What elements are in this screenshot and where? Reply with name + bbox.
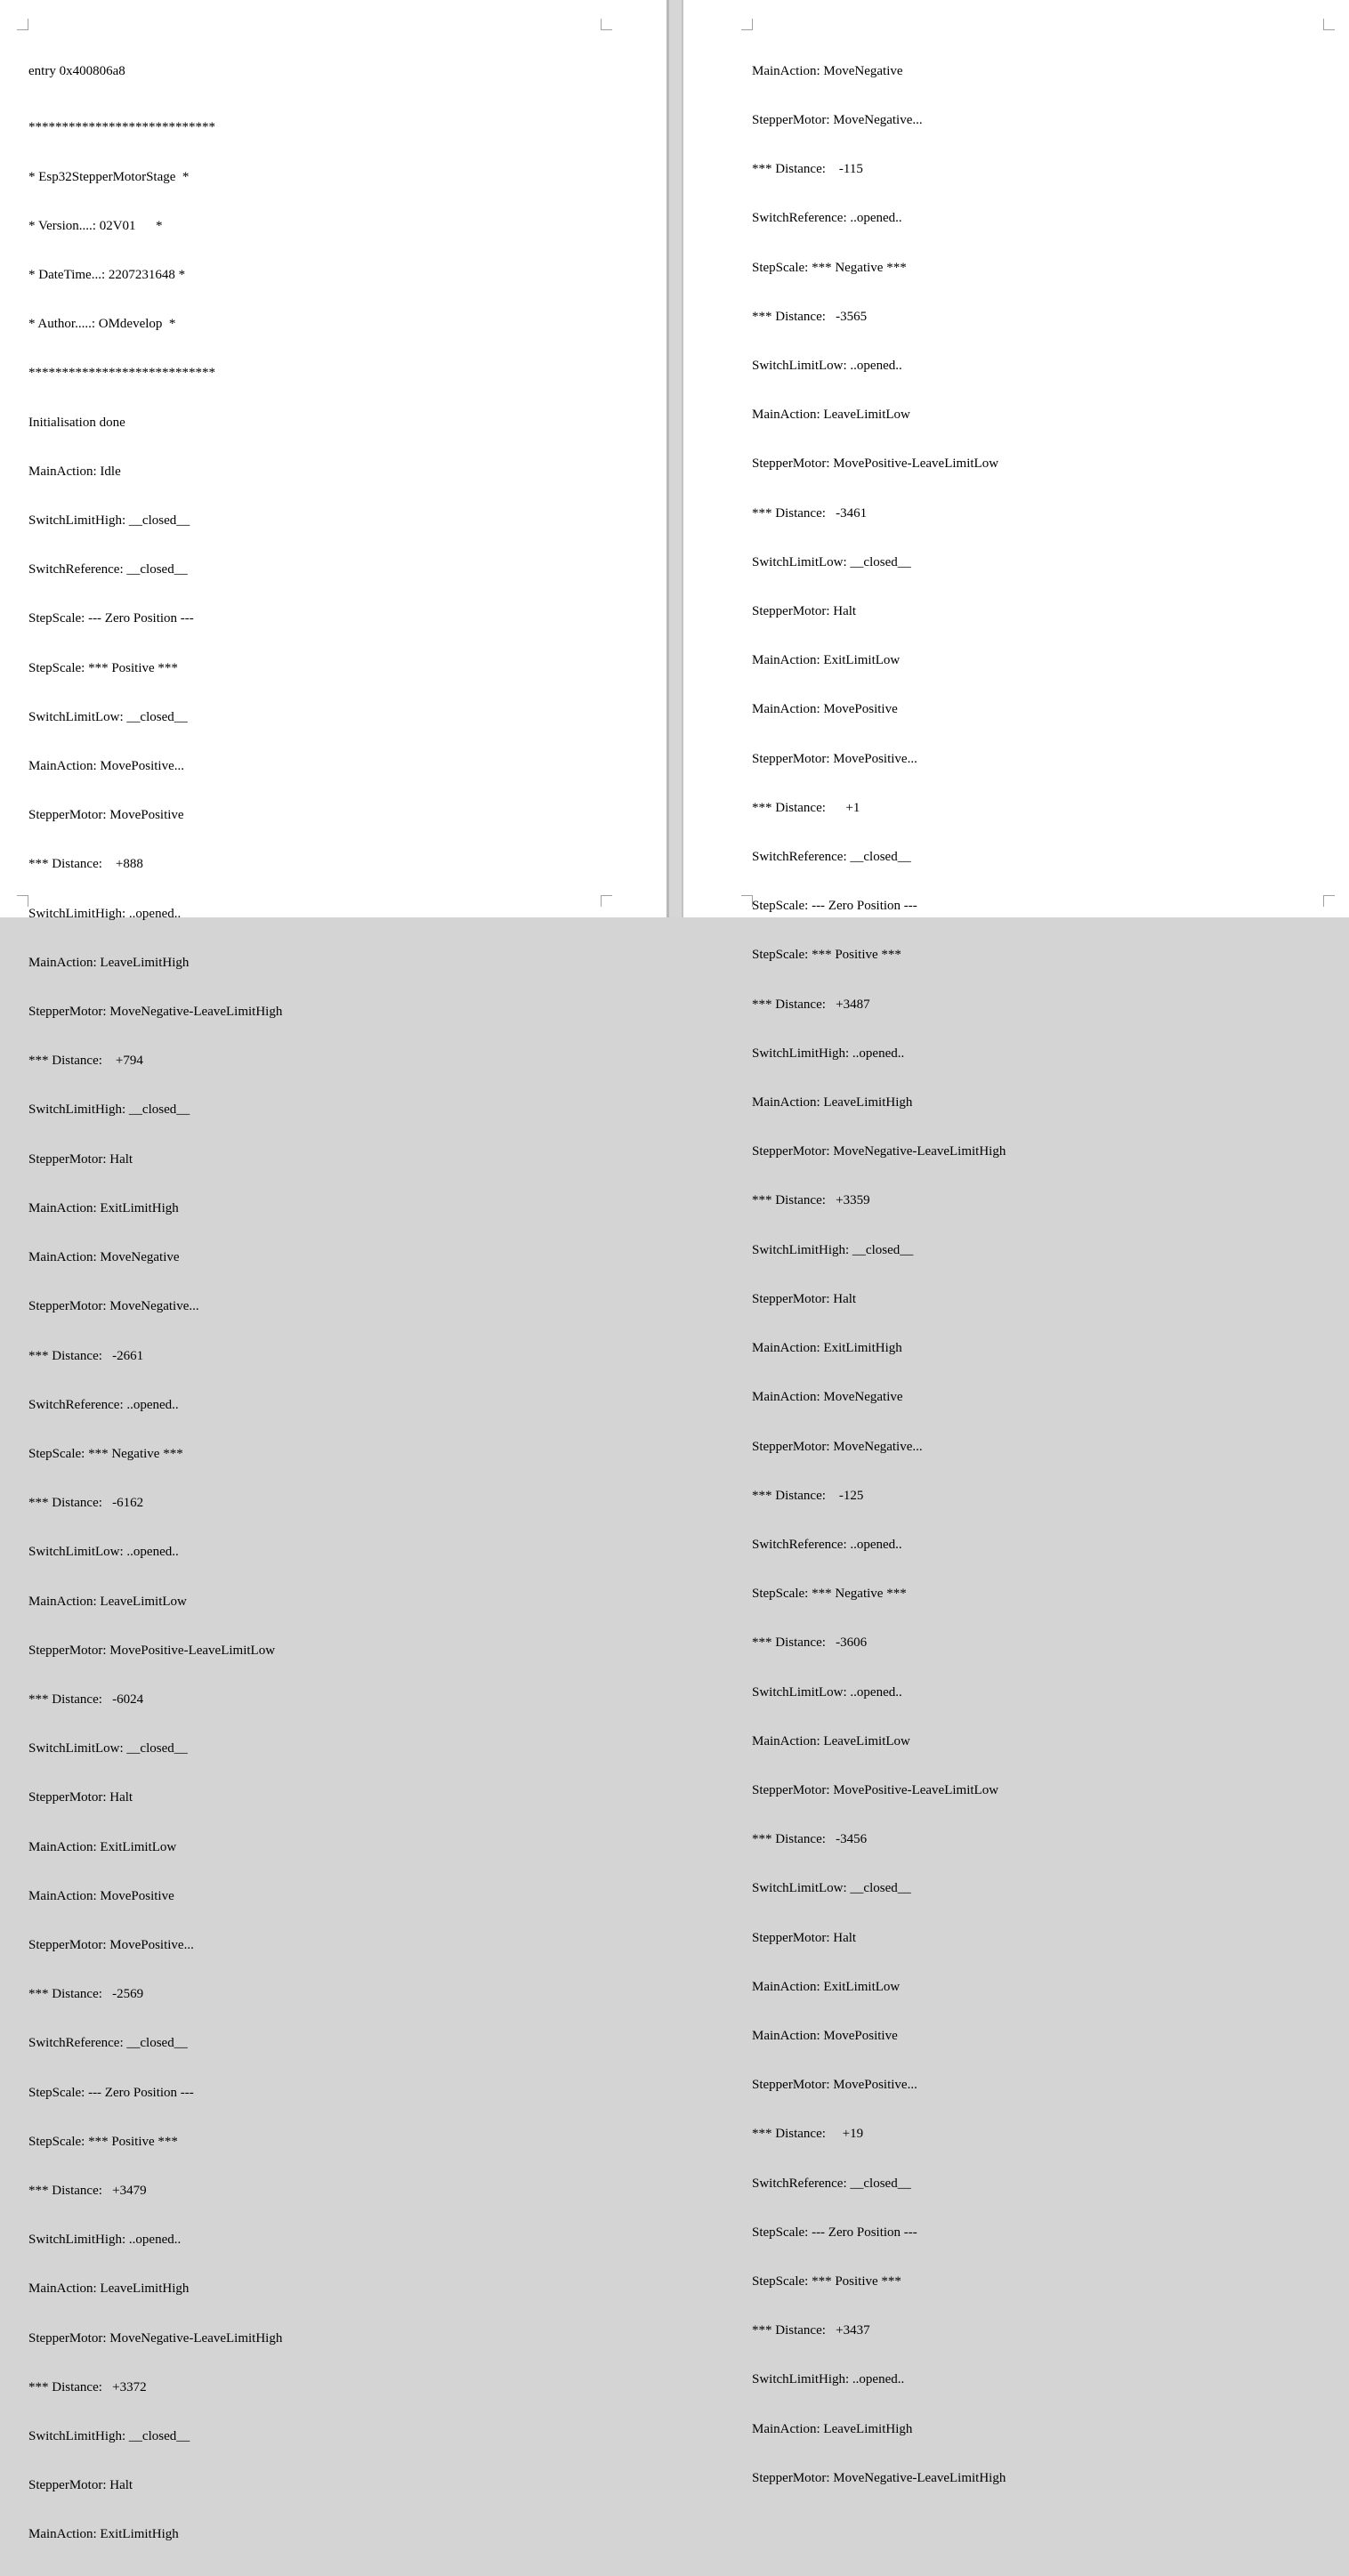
text-line: StepperMotor: MoveNegative-LeaveLimitHigh bbox=[28, 1005, 283, 1020]
text-line: StepScale: *** Positive *** bbox=[752, 948, 901, 963]
text-line: entry 0x400806a8 bbox=[28, 63, 125, 78]
text-line: StepperMotor: Halt bbox=[28, 1151, 133, 1167]
text-line: MainAction: LeaveLimitLow bbox=[752, 408, 910, 423]
text-line: SwitchLimitHigh: __closed__ bbox=[28, 2428, 190, 2443]
text-line: StepScale: *** Negative *** bbox=[752, 260, 907, 275]
text-line: StepperMotor: Halt bbox=[752, 1930, 857, 1945]
text-line: **************************** bbox=[28, 366, 215, 381]
text-line: StepperMotor: MovePositive bbox=[28, 808, 184, 823]
text-line: *** Distance: -6162 bbox=[28, 1496, 144, 1511]
text-line: *** Distance: -6024 bbox=[28, 1692, 144, 1707]
text-line: SwitchLimitLow: __closed__ bbox=[28, 1741, 188, 1756]
text-line: *** Distance: -3606 bbox=[752, 1635, 868, 1651]
margin-corner-top-right bbox=[601, 19, 612, 30]
text-line: *** Distance: -3456 bbox=[752, 1832, 868, 1847]
text-line: SwitchLimitLow: ..opened.. bbox=[28, 1545, 179, 1560]
text-line: StepperMotor: MovePositive... bbox=[752, 2078, 917, 2093]
text-line: *** Distance: -2569 bbox=[28, 1987, 144, 2002]
text-line: *** Distance: -2661 bbox=[28, 1348, 144, 1363]
text-line: MainAction: LeaveLimitLow bbox=[752, 1733, 910, 1748]
text-line: * Author.....: OMdevelop * bbox=[28, 317, 176, 332]
text-line: *** Distance: -115 bbox=[752, 162, 863, 177]
text-line: StepperMotor: MoveNegative... bbox=[752, 113, 923, 128]
text-line: SwitchLimitLow: ..opened.. bbox=[752, 359, 902, 374]
text-line: SwitchLimitHigh: __closed__ bbox=[28, 513, 190, 529]
text-line: StepperMotor: Halt bbox=[752, 1291, 857, 1306]
text-line: * DateTime...: 2207231648 * bbox=[28, 268, 186, 283]
margin-corner-bottom-right bbox=[1323, 895, 1335, 907]
text-line: SwitchLimitHigh: ..opened.. bbox=[28, 906, 182, 921]
text-line: MainAction: ExitLimitLow bbox=[752, 653, 901, 668]
text-line: StepperMotor: MovePositive-LeaveLimitLow bbox=[28, 1643, 276, 1658]
text-line: SwitchLimitHigh: ..opened.. bbox=[752, 2372, 905, 2387]
text-line: MainAction: MovePositive bbox=[28, 1888, 174, 1903]
text-line: StepScale: --- Zero Position --- bbox=[28, 2085, 194, 2100]
text-line: SwitchLimitLow: __closed__ bbox=[752, 554, 911, 569]
text-line: StepScale: --- Zero Position --- bbox=[28, 611, 194, 626]
text-line: StepperMotor: MoveNegative-LeaveLimitHigh bbox=[752, 2470, 1006, 2485]
margin-corner-bottom-left bbox=[17, 895, 28, 907]
margin-corner-top-left bbox=[17, 19, 28, 30]
text-line: StepperMotor: MovePositive-LeaveLimitLow bbox=[752, 456, 999, 472]
text-line: MainAction: LeaveLimitHigh bbox=[752, 2421, 913, 2436]
document-page-2[interactable] bbox=[683, 0, 1349, 2485]
text-line: StepperMotor: MoveNegative... bbox=[752, 1439, 923, 1454]
text-line: SwitchReference: __closed__ bbox=[752, 850, 911, 865]
text-line: SwitchLimitLow: __closed__ bbox=[752, 1881, 911, 1896]
text-line: *** Distance: -3461 bbox=[752, 505, 868, 521]
text-line: SwitchReference: __closed__ bbox=[752, 2176, 911, 2191]
text-line: MainAction: MovePositive... bbox=[28, 759, 184, 774]
text-line: StepScale: --- Zero Position --- bbox=[752, 2225, 917, 2240]
text-line: StepperMotor: MoveNegative-LeaveLimitHigh bbox=[28, 2330, 283, 2346]
text-line: SwitchLimitHigh: ..opened.. bbox=[752, 1046, 905, 1061]
text-line: SwitchLimitHigh: __closed__ bbox=[28, 1102, 190, 1118]
text-line: *** Distance: +3372 bbox=[28, 2379, 147, 2394]
text-line: StepScale: --- Zero Position --- bbox=[752, 899, 917, 914]
text-line: SwitchLimitLow: ..opened.. bbox=[752, 1684, 902, 1700]
text-line: SwitchLimitLow: __closed__ bbox=[28, 709, 188, 724]
text-line: MainAction: LeaveLimitHigh bbox=[28, 955, 190, 970]
text-line: *** Distance: +19 bbox=[752, 2127, 864, 2142]
text-line: StepperMotor: MoveNegative... bbox=[28, 1299, 199, 1314]
text-line: MainAction: LeaveLimitHigh bbox=[752, 1095, 913, 1110]
text-line: *** Distance: +3437 bbox=[752, 2323, 870, 2338]
text-line: MainAction: MoveNegative bbox=[752, 1390, 903, 1405]
text-line: MainAction: ExitLimitHigh bbox=[28, 2527, 179, 2542]
text-line: StepperMotor: Halt bbox=[752, 604, 857, 619]
text-line: Initialisation done bbox=[28, 415, 125, 430]
text-line: MainAction: LeaveLimitHigh bbox=[28, 2281, 190, 2297]
text-line: SwitchReference: __closed__ bbox=[28, 2036, 188, 2051]
margin-corner-top-right bbox=[1323, 19, 1335, 30]
text-line: *** Distance: +1 bbox=[752, 800, 860, 815]
text-line: MainAction: Idle bbox=[28, 464, 121, 479]
text-line: *** Distance: +3479 bbox=[28, 2183, 147, 2198]
text-line: StepScale: *** Positive *** bbox=[28, 660, 178, 675]
text-line: *** Distance: +888 bbox=[28, 857, 143, 872]
text-line: SwitchReference: ..opened.. bbox=[28, 1397, 179, 1412]
text-line: MainAction: LeaveLimitLow bbox=[28, 1594, 187, 1609]
text-line: StepScale: *** Negative *** bbox=[752, 1587, 907, 1602]
text-line: MainAction: MoveNegative bbox=[28, 1250, 180, 1265]
text-line: StepScale: *** Positive *** bbox=[28, 2134, 178, 2149]
text-line: *** Distance: +3487 bbox=[752, 997, 870, 1012]
text-line: MainAction: ExitLimitLow bbox=[28, 1839, 177, 1854]
text-line: StepperMotor: MoveNegative-LeaveLimitHigh bbox=[752, 1144, 1006, 1159]
text-line: * Esp32StepperMotorStage * bbox=[28, 169, 190, 184]
text-line: MainAction: MovePositive bbox=[752, 2028, 898, 2043]
text-line: StepScale: *** Positive *** bbox=[752, 2273, 901, 2289]
margin-corner-top-left bbox=[741, 19, 753, 30]
text-line: SwitchLimitHigh: ..opened.. bbox=[28, 2233, 182, 2248]
text-line: *** Distance: -3565 bbox=[752, 309, 868, 324]
text-line: SwitchReference: ..opened.. bbox=[752, 1537, 902, 1552]
text-line: SwitchLimitHigh: __closed__ bbox=[752, 1242, 914, 1257]
text-line: *** Distance: +3359 bbox=[752, 1193, 870, 1208]
text-line: StepperMotor: Halt bbox=[28, 2478, 133, 2493]
text-line: SwitchReference: __closed__ bbox=[28, 562, 188, 577]
text-line: StepScale: *** Negative *** bbox=[28, 1446, 183, 1461]
text-line: StepperMotor: MovePositive-LeaveLimitLow bbox=[752, 1782, 999, 1797]
text-line: * Version....: 02V01 * bbox=[28, 218, 163, 233]
text-line: **************************** bbox=[28, 120, 215, 135]
page-gap bbox=[666, 0, 683, 917]
text-line: MainAction: ExitLimitLow bbox=[752, 1979, 901, 1994]
text-line: MainAction: MoveNegative bbox=[752, 63, 903, 78]
text-line: MainAction: MovePositive bbox=[752, 702, 898, 717]
text-line: StepperMotor: MovePositive... bbox=[28, 1937, 194, 1952]
text-line: StepperMotor: MovePositive... bbox=[752, 751, 917, 766]
text-line: *** Distance: +794 bbox=[28, 1054, 143, 1069]
text-line: SwitchReference: ..opened.. bbox=[752, 211, 902, 226]
text-line: MainAction: ExitLimitHigh bbox=[752, 1341, 902, 1356]
text-line: StepperMotor: Halt bbox=[28, 1790, 133, 1805]
text-line: *** Distance: -125 bbox=[752, 1488, 864, 1503]
text-line: MainAction: ExitLimitHigh bbox=[28, 1200, 179, 1215]
page-text[interactable] bbox=[752, 30, 1006, 2519]
page-shadow bbox=[666, 0, 669, 917]
page-text[interactable] bbox=[28, 30, 282, 2576]
margin-corner-bottom-right bbox=[601, 895, 612, 907]
document-page-1[interactable] bbox=[0, 0, 666, 2542]
